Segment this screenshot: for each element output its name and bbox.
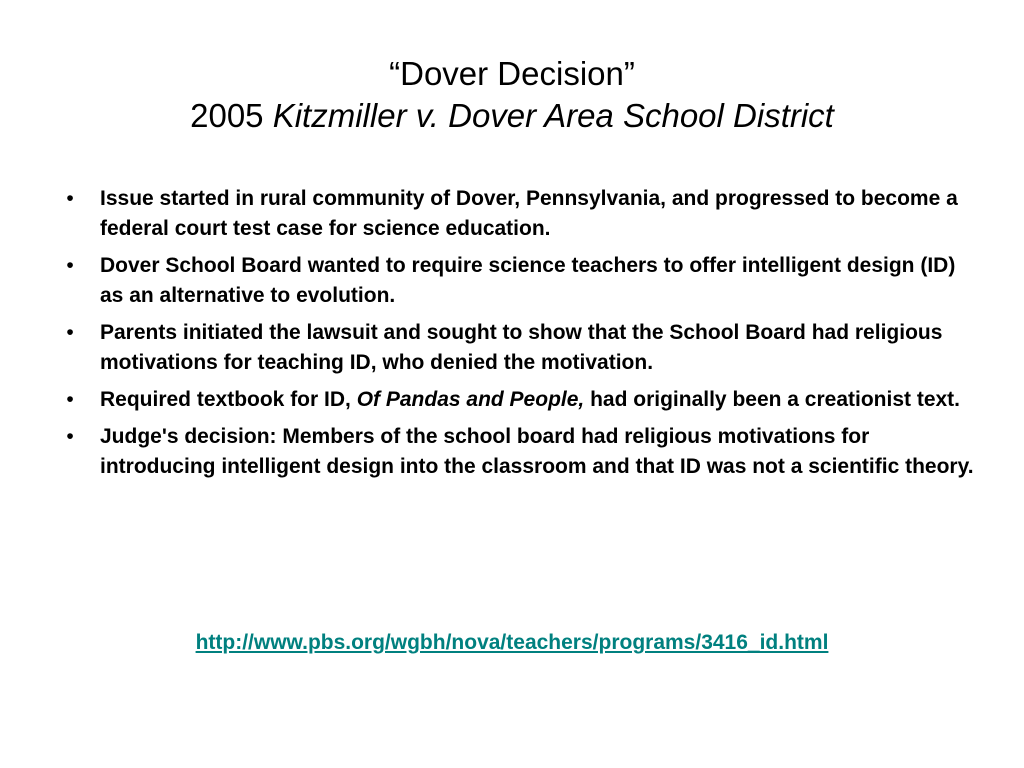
- bullet-item: [60, 385, 980, 415]
- bullet-item: [60, 422, 980, 482]
- title-line-1: “Dover Decision”: [389, 55, 635, 92]
- book-title: Of Pandas and People,: [356, 388, 585, 411]
- bullet-icon: •: [66, 388, 74, 411]
- bullet-text: Parents initiated the lawsuit and sought to show that the School Board had religious motivations for teaching ID, who denied the motivation.: [100, 321, 943, 374]
- bullet-item: [60, 318, 980, 378]
- bullet-text: Dover School Board wanted to require science teachers to offer intelligent design (ID) as an alternative to evolution.: [100, 254, 956, 307]
- bullet-text: Issue started in rural community of Dover, Pennsylvania, and progressed to become a federal court test case for science education.: [100, 187, 958, 240]
- bullet-text-part: Required textbook for ID,: [100, 388, 357, 411]
- bullet-text: [100, 388, 960, 411]
- title-year: 2005: [190, 97, 273, 134]
- bullet-text: Judge's decision: Members of the school board had religious motivations for introducing intelligent design into the classroom and that ID was not a scientific theory.: [100, 425, 974, 478]
- bullet-item: [60, 251, 980, 311]
- bullet-icon: •: [66, 425, 74, 448]
- bullet-icon: •: [66, 254, 74, 277]
- bullet-item: [60, 184, 980, 244]
- bullet-icon: •: [66, 321, 74, 344]
- title-line-2: [0, 95, 1024, 137]
- bullet-list: [60, 184, 980, 489]
- title-case-name: Kitzmiller v. Dover Area School District: [272, 97, 834, 134]
- reference-link[interactable]: http://www.pbs.org/wgbh/nova/teachers/programs/3416_id.html: [195, 631, 829, 654]
- slide-title: [0, 53, 1024, 137]
- bullet-icon: •: [66, 187, 74, 210]
- reference-link-container: [0, 628, 1024, 658]
- bullet-text-part: had originally been a creationist text.: [584, 388, 961, 411]
